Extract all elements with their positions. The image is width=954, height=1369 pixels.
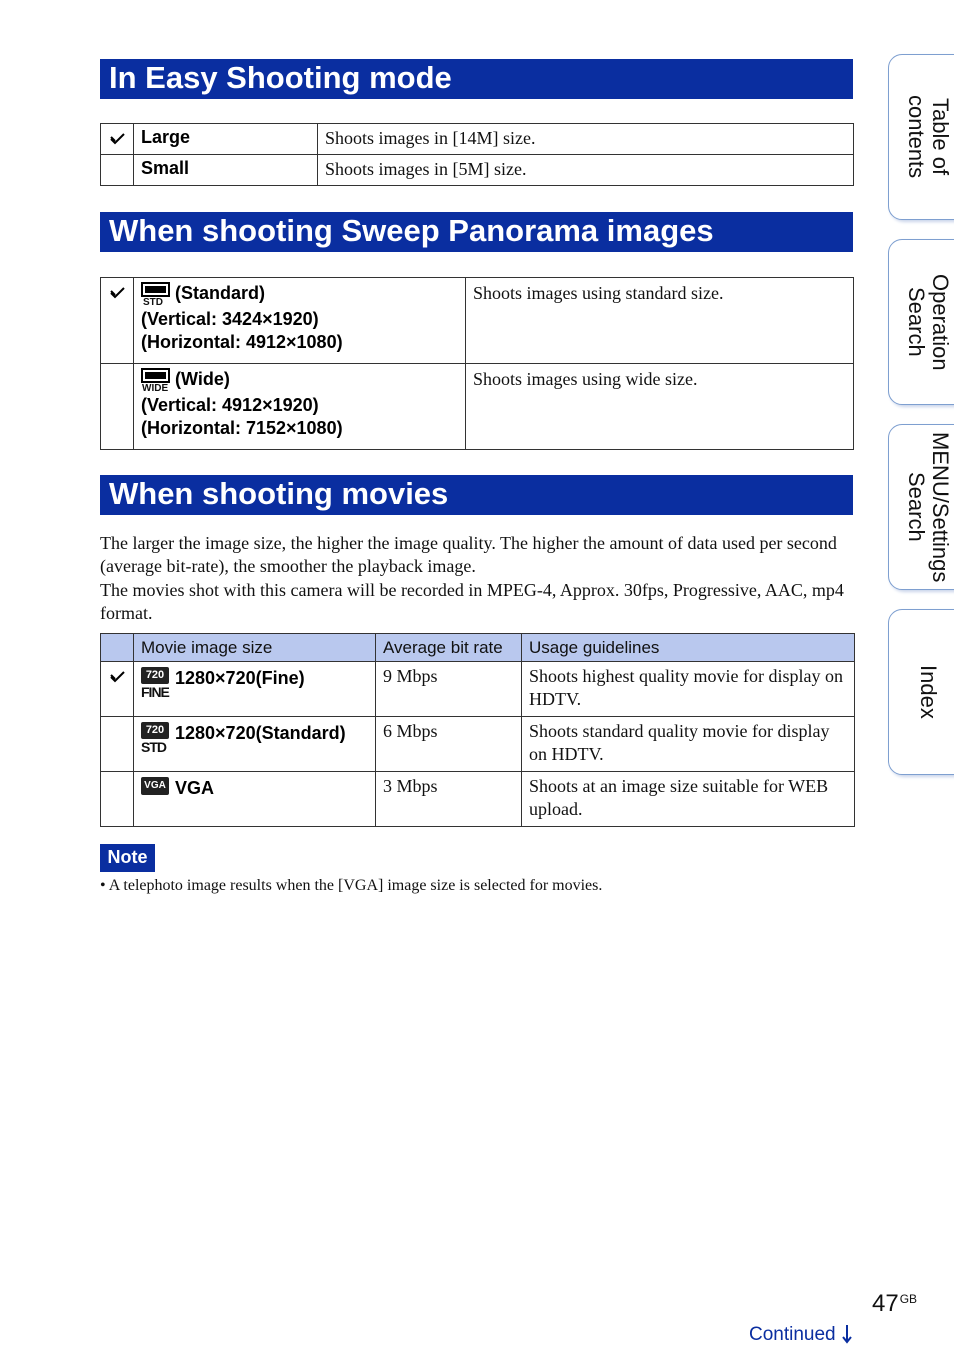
- column-header: Movie image size: [134, 634, 376, 662]
- panorama-wide-vertical: (Vertical: 4912×1920): [141, 395, 319, 415]
- table-row: [101, 124, 854, 155]
- usage-guideline: Shoots highest quality movie for display on HDTV.: [529, 666, 843, 709]
- default-check-icon: [110, 671, 125, 683]
- movie-size-table: [100, 633, 855, 827]
- movie-vga-icon: VGA: [141, 777, 171, 795]
- tab-table-of-contents[interactable]: [888, 54, 954, 220]
- panorama-table: [100, 277, 854, 450]
- movies-intro-paragraph-2: The movies shot with this camera will be recorded in MPEG-4, Approx. 30fps, Progressive, AAC, mp4 format.: [100, 580, 844, 623]
- arrow-down-icon: [841, 1324, 853, 1344]
- default-check-icon: [110, 133, 125, 145]
- page-number-suffix: GB: [899, 1292, 918, 1306]
- panorama-standard-vertical: (Vertical: 3424×1920): [141, 309, 319, 329]
- table-row: [101, 155, 854, 186]
- table-row: [101, 662, 855, 717]
- continued-link[interactable]: Continued: [749, 1324, 853, 1346]
- bit-rate-value: 6 Mbps: [383, 721, 438, 741]
- tab-menu-settings-search[interactable]: [888, 424, 954, 590]
- tab-label: Index: [916, 665, 941, 719]
- size-description: Shoots images in [14M] size.: [325, 128, 536, 148]
- section-heading-sweep-panorama: When shooting Sweep Panorama images: [100, 212, 853, 252]
- bit-rate-value: 9 Mbps: [383, 666, 438, 686]
- movies-intro-paragraph-1: The larger the image size, the higher the image quality. The higher the amount of data used per second (average bit-rate), the smoother the playback image.: [100, 533, 837, 576]
- bit-rate-value: 3 Mbps: [383, 776, 438, 796]
- movie-720-fine-icon: 720 FINE: [141, 669, 169, 700]
- size-label-large: Large: [141, 127, 191, 147]
- table-row: [101, 717, 855, 772]
- panorama-wide-title: (Wide): [175, 369, 230, 389]
- panorama-standard-title: (Standard): [175, 283, 265, 303]
- table-header-row: [101, 634, 855, 662]
- tab-label: MENU/Settings Search: [904, 431, 953, 583]
- size-description: Shoots images in [5M] size.: [325, 159, 527, 179]
- tab-label: Table of contents: [904, 95, 953, 179]
- section-heading-easy-shooting: In Easy Shooting mode: [100, 59, 853, 99]
- tab-label: Operation Search: [904, 273, 953, 371]
- column-header: Usage guidelines: [522, 634, 855, 662]
- panorama-standard-horizontal: (Horizontal: 4912×1080): [141, 332, 343, 352]
- easy-shooting-table: [100, 123, 854, 186]
- column-header: Average bit rate: [376, 634, 522, 662]
- panorama-standard-icon: STD: [141, 282, 171, 308]
- table-row: [101, 278, 854, 364]
- panorama-description: Shoots images using standard size.: [473, 283, 724, 303]
- note-badge: Note: [100, 844, 155, 872]
- table-row: [101, 364, 854, 450]
- tab-operation-search[interactable]: [888, 239, 954, 405]
- size-label-small: Small: [141, 158, 190, 178]
- movie-size-label: 1280×720(Fine): [175, 668, 305, 688]
- section-heading-movies: When shooting movies: [100, 475, 853, 515]
- movie-size-label: VGA: [175, 778, 215, 798]
- panorama-wide-icon: WIDE: [141, 368, 171, 394]
- usage-guideline: Shoots standard quality movie for display on HDTV.: [529, 721, 830, 764]
- movie-size-label: 1280×720(Standard): [175, 723, 346, 743]
- default-check-icon: [110, 287, 125, 299]
- usage-guideline: Shoots at an image size suitable for WEB upload.: [529, 776, 829, 819]
- note-text: • A telephoto image results when the [VGA] image size is selected for movies.: [100, 877, 603, 894]
- movie-720-standard-icon: 720 STD: [141, 722, 171, 755]
- page-number: $47^{GB}$: [872, 1290, 918, 1317]
- tab-index[interactable]: [888, 609, 954, 775]
- panorama-description: Shoots images using wide size.: [473, 369, 698, 389]
- table-row: [101, 772, 855, 827]
- panorama-wide-horizontal: (Horizontal: 7152×1080): [141, 418, 343, 438]
